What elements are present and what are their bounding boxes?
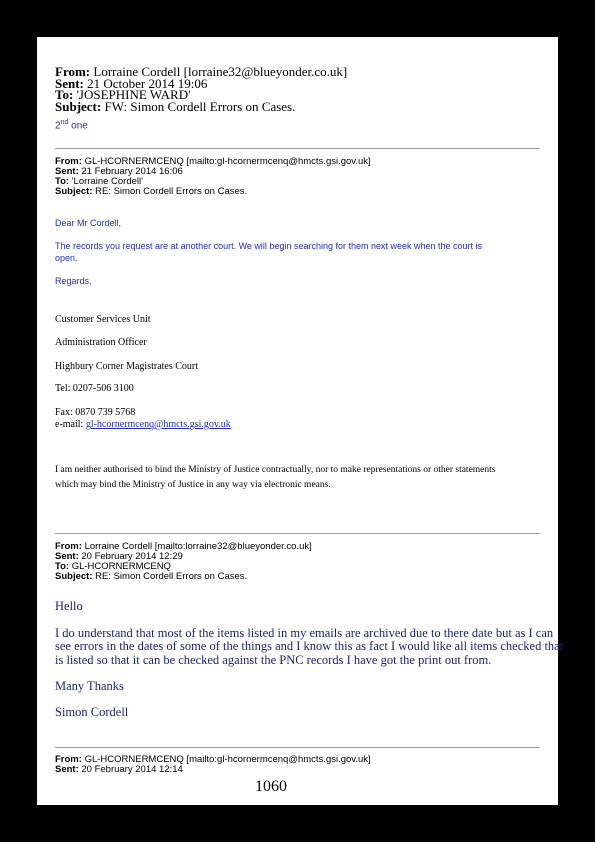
- email1-body-line1: The records you request are at another court. We will begin searching for them next week when the court is: [55, 241, 483, 251]
- page-number: 1060: [255, 778, 287, 795]
- email2-thanks: Many Thanks: [55, 679, 124, 693]
- divider-3: [55, 747, 540, 748]
- email1-body-line2: open.: [55, 253, 78, 263]
- email3-sent: Sent: 20 February 2014 12:14: [55, 764, 183, 775]
- email1-to: To: 'Lorraine Cordell': [55, 176, 143, 187]
- sig-role: Administration Officer: [55, 337, 147, 348]
- divider-2: [55, 533, 540, 534]
- email2-body-line1: I do understand that most of the items listed in my emails are archived due to there date but as I can: [55, 626, 554, 640]
- email2-signature: Simon Cordell: [55, 705, 129, 719]
- email2-body-line2: see errors in the dates of some of the things and I know this as fact I would like all items checked that: [55, 639, 564, 653]
- header-sent: Sent: 21 October 2014 19:06: [55, 75, 208, 91]
- email2-greeting: Hello: [55, 599, 83, 613]
- sig-email-link[interactable]: gl-hcornermcenq@hmcts.gsi.gov.uk: [85, 419, 231, 430]
- email2-sent: Sent: 20 February 2014 12:29: [55, 551, 183, 562]
- email2-from: From: Lorraine Cordell [mailto:lorraine32@blueyonder.co.uk]: [55, 541, 312, 552]
- email1-meta: [55, 157, 371, 197]
- email2-to: To: GL-HCORNERMCENQ: [55, 561, 171, 572]
- email1-sent: Sent: 21 February 2014 16:06: [55, 166, 183, 177]
- email2-meta: [55, 542, 312, 582]
- email3-meta: [55, 755, 371, 775]
- email1-greeting: Dear Mr Cordell,: [55, 218, 122, 228]
- document-page: [37, 37, 564, 805]
- email1-subject: Subject: RE: Simon Cordell Errors on Cases.: [55, 186, 248, 197]
- disclaimer-line1: I am neither authorised to bind the Ministry of Justice contractually, nor to make representations or other statements: [55, 465, 496, 475]
- sig-email: e-mail: gl-hcornermcenq@hmcts.gsi.gov.uk: [55, 419, 231, 430]
- sig-unit: Customer Services Unit: [55, 314, 151, 325]
- header-subject: Subject: FW: Simon Cordell Errors on Cases.: [55, 98, 296, 114]
- email1-from: From: GL-HCORNERMCENQ [mailto:gl-hcornermcenq@hmcts.gsi.gov.uk]: [55, 156, 371, 167]
- email1-regards: Regards,: [55, 276, 92, 286]
- header-to: To: 'JOSEPHINE WARD': [55, 87, 191, 102]
- email3-from: From: GL-HCORNERMCENQ [mailto:gl-hcornermcenq@hmcts.gsi.gov.uk]: [55, 754, 371, 765]
- sig-fax: Fax: 0870 739 5768: [55, 407, 136, 418]
- sig-tel: Tel: 0207-506 3100: [55, 383, 134, 394]
- disclaimer-line2: which may bind the Ministry of Justice in any way via electronic means.: [55, 480, 331, 490]
- header-note: 2nd one: [55, 119, 88, 132]
- email2-subject: Subject: RE: Simon Cordell Errors on Cases.: [55, 571, 248, 582]
- email2-body-line3: is listed so that it can be checked against the PNC records I have got the print out from.: [55, 653, 492, 667]
- sig-court: Highbury Corner Magistrates Court: [55, 361, 199, 372]
- header-from: From: Lorraine Cordell [lorraine32@blueyonder.co.uk]: [55, 64, 348, 79]
- divider-1: [55, 148, 540, 149]
- header-block: [55, 66, 347, 112]
